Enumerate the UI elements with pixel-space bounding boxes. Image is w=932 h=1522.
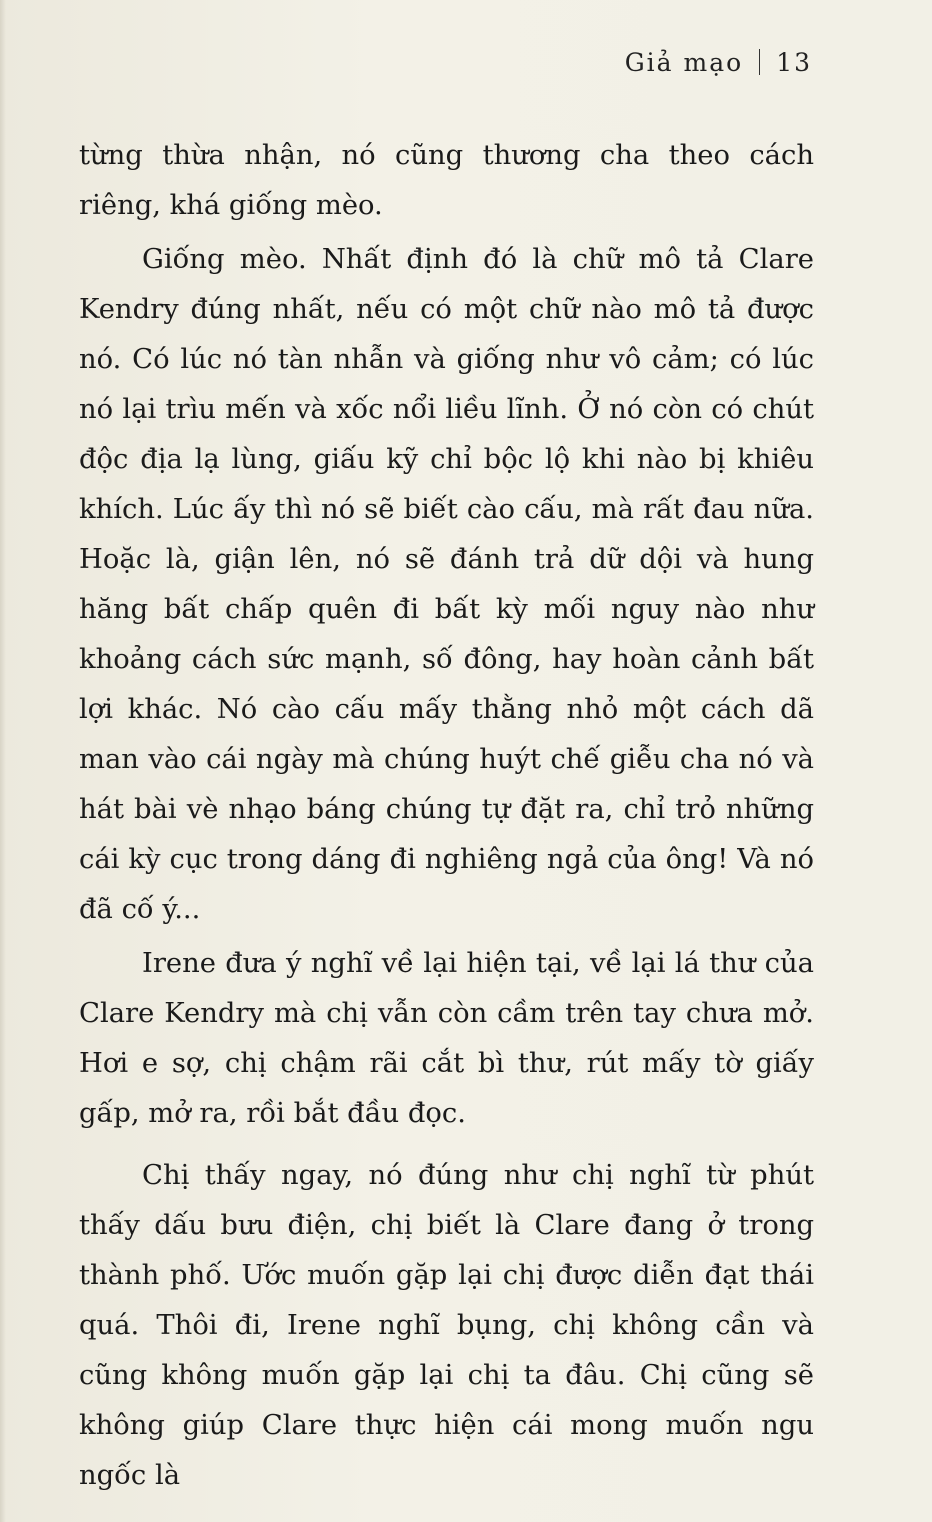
paragraph: Irene đưa ý nghĩ về lại hiện tại, về lại lá thư của Clare Kendry mà chị vẫn còn cầm trên tay chưa mở. Hơi e sợ, chị chậm rãi cắt bì thư, rút mấy tờ giấy gấp, mở ra, rồi bắt đầu đọc. <box>79 948 814 1129</box>
body-text <box>79 131 814 1501</box>
running-header <box>625 48 812 77</box>
page-number: 13 <box>776 48 812 77</box>
paragraph: Giống mèo. Nhất định đó là chữ mô tả Clare Kendry đúng nhất, nếu có một chữ nào mô tả được nó. Có lúc nó tàn nhẫn và giống như vô cảm; có lúc nó lại trìu mến và xốc nổi liều lĩnh. Ở nó còn có chút độc địa lạ lùng, giấu kỹ chỉ bộc lộ khi nào bị khiêu khích. Lúc ấy thì nó sẽ biết cào cấu, mà rất đau nữa. Hoặc là, giận lên, nó sẽ đánh trả dữ dội và hung hăng bất chấp quên đi bất kỳ mối nguy nào như khoảng cách sức mạnh, số đông, hay hoàn cảnh bất lợi khác. Nó cào cấu mấy thằng nhỏ một cách dã man vào cái ngày mà chúng huýt chế giễu cha nó và hát bài vè nhạo báng chúng tự đặt ra, chỉ trỏ những cái kỳ cục trong dáng đi nghiêng ngả của ông! Và nó đã cố ý... <box>79 244 814 925</box>
paragraph-continuation: từng thừa nhận, nó cũng thương cha theo cách riêng, khá giống mèo. <box>79 140 814 221</box>
page-edge-shadow <box>0 0 6 1522</box>
header-separator <box>759 49 760 75</box>
paragraph: Chị thấy ngay, nó đúng như chị nghĩ từ phút thấy dấu bưu điện, chị biết là Clare đang ở trong thành phố. Ước muốn gặp lại chị được diễn đạt thái quá. Thôi đi, Irene nghĩ bụng, chị không cần và cũng không muốn gặp lại chị ta đâu. Chị cũng sẽ không giúp Clare thực hiện cái mong muốn ngu ngốc là <box>79 1160 814 1491</box>
running-title: Giả mạo <box>624 48 744 77</box>
